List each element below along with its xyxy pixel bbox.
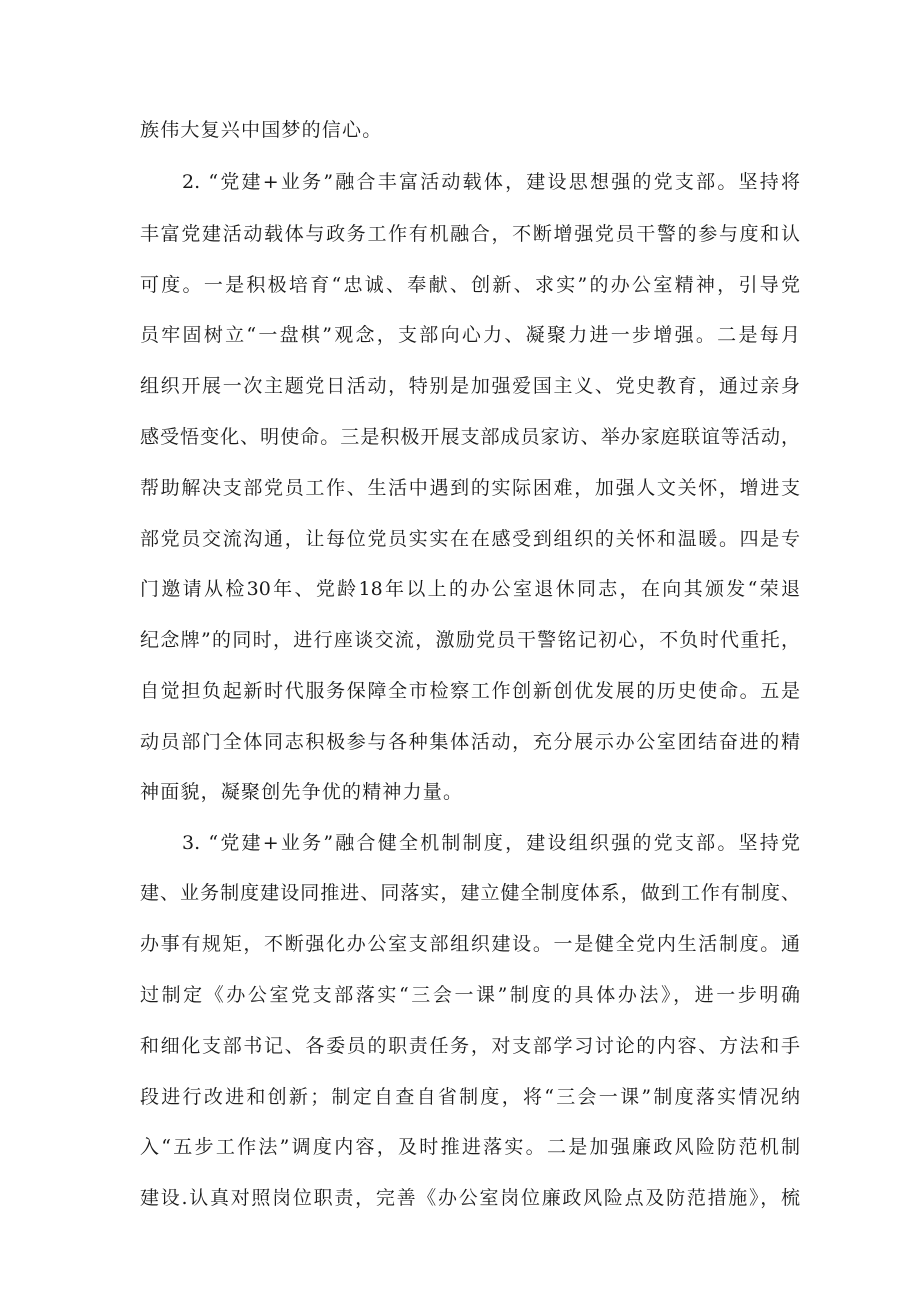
text-line: 办事有规矩，不断强化办公室支部组织建设。一是健全党内生活制度。通: [140, 933, 800, 955]
text-line: 帮助解决支部党员工作、生活中遇到的实际困难，加强人文关怀，增进支: [140, 477, 800, 499]
paragraph-3-heading-line: 3. “党建+业务”融合健全机制制度，建设组织强的党支部。坚持党: [182, 832, 800, 854]
text-line: 过制定《办公室党支部落实“三会一课”制度的具体办法》，进一步明确: [140, 984, 800, 1006]
text-line: 纪念牌”的同时，进行座谈交流，激励党员干警铭记初心，不负时代重托，: [140, 629, 800, 651]
text-line: 入“五步工作法”调度内容，及时推进落实。二是加强廉政风险防范机制: [140, 1136, 800, 1158]
text-line: 丰富党建活动载体与政务工作有机融合，不断增强党员干警的参与度和认: [140, 223, 800, 245]
text-line: 组织开展一次主题党日活动，特别是加强爱国主义、党史教育，通过亲身: [140, 375, 800, 397]
text-line: 段进行改进和创新；制定自查自省制度，将“三会一课”制度落实情况纳: [140, 1086, 800, 1108]
text-line: 部党员交流沟通，让每位党员实实在在感受到组织的关怀和温暖。四是专: [140, 528, 800, 550]
text-line: 和细化支部书记、各委员的职责任务，对支部学习讨论的内容、方法和手: [140, 1035, 800, 1057]
text-line: 门邀请从检30年、党龄18年以上的办公室退休同志，在向其颁发“荣退: [140, 578, 800, 600]
text-line: 建设.认真对照岗位职责，完善《办公室岗位廉政风险点及防范措施》，梳: [140, 1187, 800, 1209]
text-line: 可度。一是积极培育“忠诚、奉献、创新、求实”的办公室精神，引导党: [140, 274, 800, 296]
text-line: 神面貌，凝聚创先争优的精神力量。: [140, 781, 464, 803]
text-line: 建、业务制度建设同推进、同落实，建立健全制度体系，做到工作有制度、: [140, 882, 800, 904]
text-line: 员牢固树立“一盘棋”观念，支部向心力、凝聚力进一步增强。二是每月: [140, 324, 800, 346]
text-line: 感受悟变化、明使命。三是积极开展支部成员家访、举办家庭联谊等活动，: [140, 426, 800, 448]
text-line: 动员部门全体同志积极参与各种集体活动，充分展示办公室团结奋进的精: [140, 731, 800, 753]
paragraph-2-heading-line: 2. “党建+业务”融合丰富活动载体，建设思想强的党支部。坚持将: [182, 171, 800, 193]
text-line: 族伟大复兴中国梦的信心。: [140, 119, 383, 141]
text-line: 自觉担负起新时代服务保障全市检察工作创新创优发展的历史使命。五是: [140, 680, 800, 702]
